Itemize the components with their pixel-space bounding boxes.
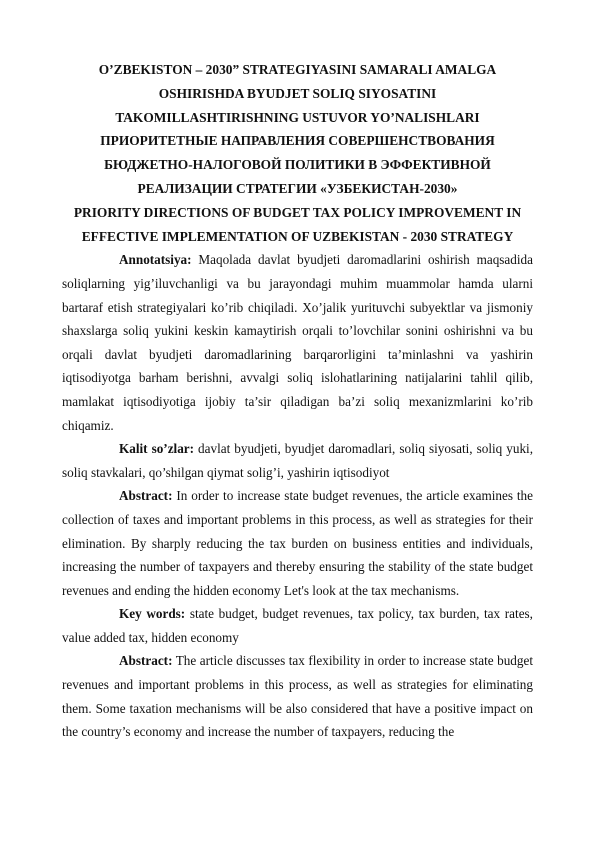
abstract-paragraph-1 — [62, 484, 533, 602]
abstract-paragraph-2 — [62, 649, 533, 743]
annotation-label: Annotatsiya: — [119, 252, 192, 268]
abstract-label-1: Abstract: — [119, 488, 173, 504]
annotation-paragraph — [62, 248, 533, 437]
title-block — [54, 58, 541, 248]
abstract-text-1: In order to increase state budget revenues, the article examines the collection of taxes and important problems in this process, as well as strategies for their elimination. By sharply reducing the tax burden on business entities and individuals, increasing the number of taxpayers and thereby ensuring the stability of the state budget revenues and ending the hidden economy Let's look at the tax mechanisms. — [62, 488, 533, 598]
title-en-line-2: EFFECTIVE IMPLEMENTATION OF UZBEKISTAN - 2030 STRATEGY — [81, 228, 514, 244]
abstract-text-2: The article discusses tax flexibility in order to increase state budget revenues and important problems in this process, as well as strategies for eliminating them. Some taxation mechanisms will be also considered that have a positive impact on the country’s economy and increase the number of taxpayers, reducing the — [62, 653, 533, 740]
title-uz-line-3: TAKOMILLASHTIRISHNING USTUVOR YO’NALISHLARI — [115, 109, 480, 125]
annotation-text: Maqolada davlat byudjeti daromadlarini oshirish maqsadida soliqlarning yig’iluvchanligi va bu jarayondagi muhim muammolar hamda ularni bartaraf etish strategiyalari ko’rib chiqiladi. Xo’jalik yurituvchi subyektlar va jismoniy shaxslarga soliq yukini keskin kamaytirish orqali to’lovchilar sonini oshirishni va bu orqali davlat byudjeti daromadlarining barqarorligini ta’minlashni va yashirin iqtisodiyotga barham berishni, avvalgi soliq islohatlarining natijalarini tahlil qilib, mamlakat iqtisodiyotiga ijobiy ta’sir qiladigan ba’zi soliq mexanizmlarini ko’rib chiqamiz. — [62, 252, 533, 433]
keywords-uz-paragraph — [62, 437, 533, 484]
keywords-en-text: state budget, budget revenues, tax policy, tax burden, tax rates, value added tax, hidden economy — [62, 606, 533, 645]
title-ru-line-3: РЕАЛИЗАЦИИ СТРАТЕГИИ «УЗБЕКИСТАН-2030» — [137, 180, 458, 196]
title-uz-line-2: OSHIRISHDA BYUDJET SOLIQ SIYOSATINI — [158, 85, 437, 101]
abstract-label-2: Abstract: — [119, 653, 173, 669]
keywords-en-paragraph — [62, 602, 533, 649]
keywords-en-label: Key words: — [119, 606, 186, 622]
title-uz-line-1: O’ZBEKISTON – 2030” STRATEGIYASINI SAMARALI AMALGA — [98, 62, 497, 77]
title-en-line-1: PRIORITY DIRECTIONS OF BUDGET TAX POLICY IMPROVEMENT IN — [73, 204, 522, 220]
keywords-uz-text: davlat byudjeti, byudjet daromadlari, soliq siyosati, soliq yuki, soliq stavkalari, qo’shilgan qiymat solig’i, yashirin iqtisodiyot — [62, 441, 533, 480]
title-ru-line-1: ПРИОРИТЕТНЫЕ НАПРАВЛЕНИЯ СОВЕРШЕНСТВОВАНИЯ — [100, 133, 495, 149]
keywords-uz-label: Kalit so’zlar: — [119, 441, 195, 457]
title-ru-line-2: БЮДЖЕТНО-НАЛОГОВОЙ ПОЛИТИКИ В ЭФФЕКТИВНОЙ — [104, 157, 491, 173]
